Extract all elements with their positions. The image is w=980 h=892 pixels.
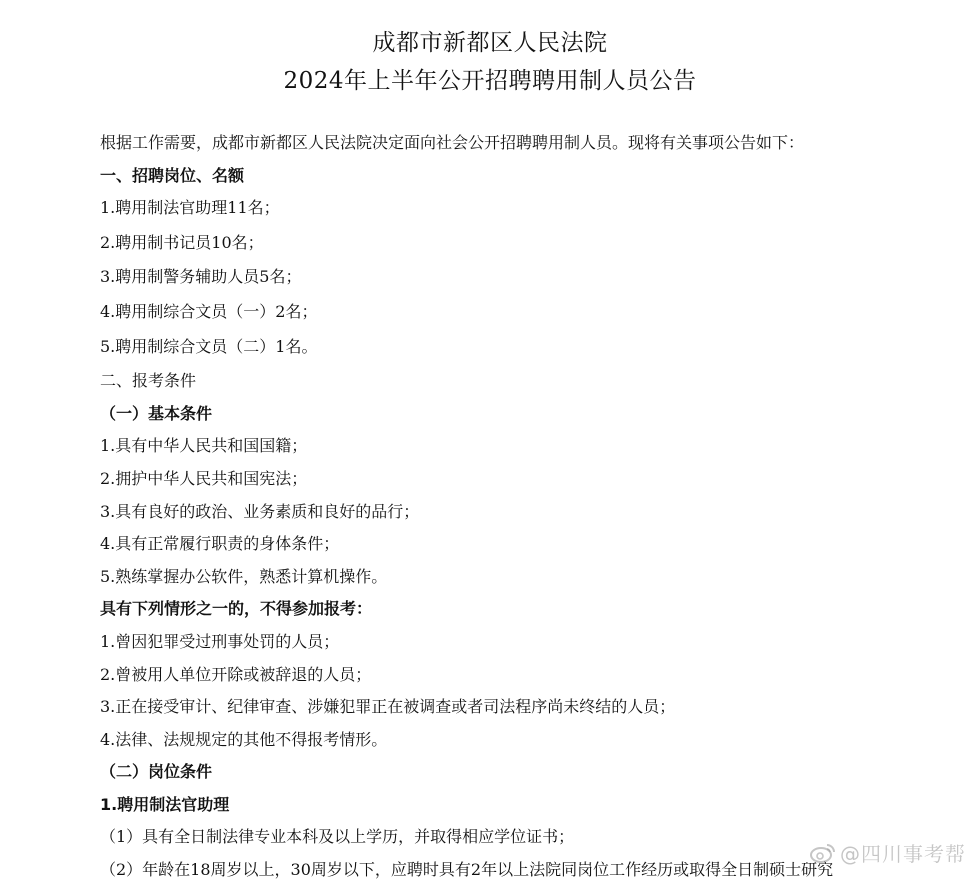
list-item: 3.具有良好的政治、业务素质和良好的品行； [100, 501, 420, 521]
list-item: 1.曾因犯罪受过刑事处罚的人员； [100, 631, 340, 651]
list-item: 2.拥护中华人民共和国宪法； [100, 468, 308, 488]
excluded-conditions-heading: 具有下列情形之一的，不得参加报考： [100, 599, 373, 619]
list-item: （2）年龄在18周岁以上，30周岁以下，应聘时具有2年以上法院同岗位工作经历或取得全日制硕士研究 [100, 860, 834, 880]
document-title-line1: 成都市新都区人民法院 [372, 30, 608, 56]
list-item: 1.聘用制法官助理11名； [100, 198, 280, 218]
list-item: 4.法律、法规规定的其他不得报考情形。 [100, 729, 388, 749]
list-item: 4.聘用制综合文员（一）2名； [100, 301, 318, 321]
document-body [100, 132, 920, 892]
list-item: 1.具有中华人民共和国国籍； [100, 436, 308, 456]
judge-assistant-heading: 1.聘用制法官助理 [100, 794, 230, 814]
intro-paragraph: 根据工作需要，成都市新都区人民法院决定面向社会公开招聘聘用制人员。现将有关事项公告如下： [100, 133, 805, 152]
basic-conditions-heading: （一）基本条件 [100, 403, 213, 423]
list-item: 5.聘用制综合文员（二）1名。 [100, 336, 318, 356]
document-title-line2: 2024年上半年公开招聘聘用制人员公告 [283, 68, 697, 94]
list-item: （1）具有全日制法律专业本科及以上学历，并取得相应学位证书； [100, 827, 575, 847]
list-item: 4.具有正常履行职责的身体条件； [100, 534, 340, 554]
list-item: 2.聘用制书记员10名； [100, 232, 264, 252]
list-item: 2.曾被用人单位开除或被辞退的人员； [100, 664, 372, 684]
watermark-text: @四川事考帮 [840, 842, 966, 866]
list-item: 3.聘用制警务辅助人员5名； [100, 267, 302, 287]
list-item: 3.正在接受审计、纪律审查、涉嫌犯罪正在被调查或者司法程序尚未终结的人员； [100, 697, 676, 717]
list-item: 5.熟练掌握办公软件，熟悉计算机操作。 [100, 566, 388, 586]
section2-heading: 二、报考条件 [100, 371, 197, 391]
section1-heading: 一、招聘岗位、名额 [100, 165, 245, 185]
position-conditions-heading: （二）岗位条件 [100, 762, 213, 782]
